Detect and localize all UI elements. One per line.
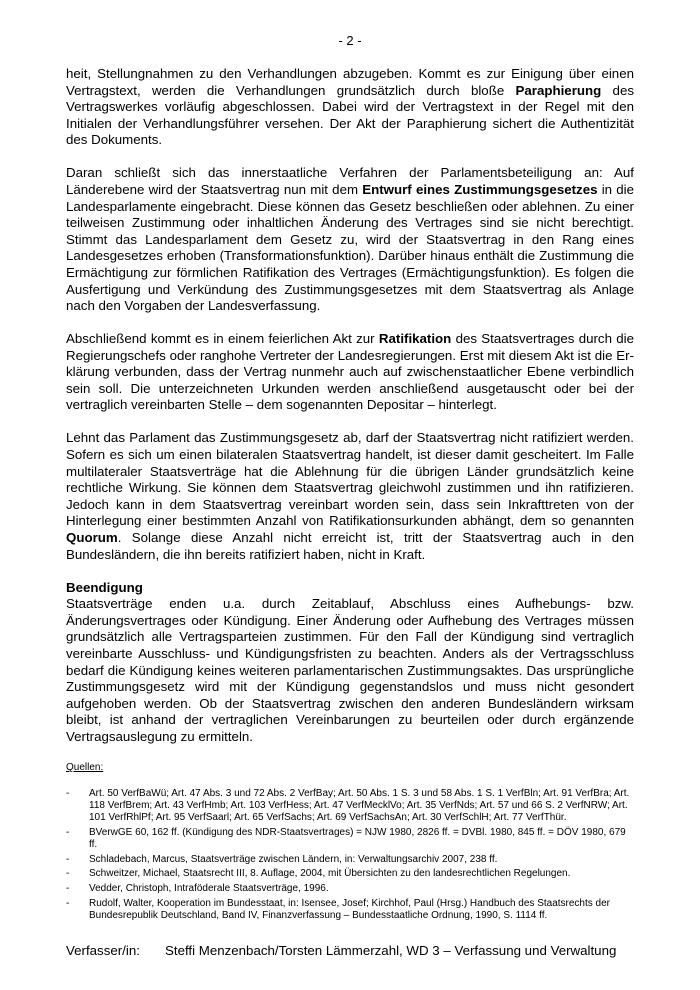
- document-body: [66, 66, 634, 924]
- section-paragraph: Staatsverträge enden u.a. durch Zeitablauf, Abschluss eines Aufhebungs- bzw. Änderungsvertrages oder Kündigung. Einer Änderung oder Aufhebung des Vertrages müssen grundsätzlich alle Vertragsparteien zustimmen. Für den Fall der Kündigung sind vertraglich vereinbarte Ausschluss- und Kündigungsfristen zu beachten. Anders als der Vertragsschluss bedarf die Kündigung keines weiteren parlamentarischen Zustimmungsaktes. Das ursprüngliche Zustimmungsgesetz wird mit der Kündigung gegenstandslos und muss nicht gesondert aufgehoben werden. Ob der Staatsvertrag zwischen den anderen Bundesländern wirksam bleibt, ist anhand der vertraglichen Vereinbarungen zu beurteilen oder durch ergänzende Vertragsauslegung zu ermitteln.: [66, 596, 634, 744]
- source-item: [66, 827, 634, 851]
- source-item: [66, 898, 634, 922]
- bold-term: Ratifikation: [378, 331, 452, 347]
- page-number: - 2 -: [338, 33, 362, 48]
- text-segment: . Solange diese Anzahl nicht erreicht ist, tritt der Staatsvertrag auch in den Bundesländern, die ihn bereits ratifiziert haben, nicht in Kraft.: [66, 530, 634, 562]
- body-paragraph: [66, 430, 634, 563]
- text-segment: Abschließend kommt es in einem feierlichen Akt zur: [66, 331, 379, 347]
- source-text: Schladebach, Marcus, Staatsverträge zwischen Ländern, in: Verwaltungsarchiv 2007, 238 ff.: [89, 853, 498, 865]
- section-heading: Beendigung: [66, 579, 143, 595]
- bullet-dash: -: [66, 787, 70, 799]
- bold-term: Quorum: [66, 530, 118, 546]
- body-paragraph: [66, 331, 634, 414]
- text-segment: des Vertragswerkes vorläufig abgeschlossen. Dabei wird der Vertragstext in der Regel mit den Initialen der Verhandlungsführer versehen. Der Akt der Paraphierung sichert die Authentizität des Dokuments.: [66, 82, 635, 148]
- source-item: [66, 883, 634, 895]
- source-item: [66, 868, 634, 880]
- bullet-dash: -: [66, 826, 70, 838]
- source-item: [66, 854, 634, 866]
- footer-label: Verfasser/in:: [66, 943, 140, 958]
- body-paragraph: [66, 66, 634, 149]
- source-text: Vedder, Christoph, Intraföderale Staatsverträge, 1996.: [89, 882, 329, 894]
- source-item: [66, 788, 634, 825]
- source-text: Schweitzer, Michael, Staatsrecht III, 8. Auflage, 2004, mit Übersichten zu den landesrechtlichen Regelungen.: [89, 868, 571, 880]
- source-text: BVerwGE 60, 162 ff. (Kündigung des NDR-Staatsvertrages) = NJW 1980, 2826 ff. = DVBl. 1980, 845 ff. = DÖV 1980, 679 ff.: [89, 826, 626, 851]
- bold-term: Paraphierung: [515, 82, 602, 98]
- source-text: Rudolf, Walter, Kooperation im Bundesstaat, in: Isensee, Josef; Kirchhof, Paul (Hrsg.) Handbuch des Staatsrechts der Bundesrepublik Deutschland, Band IV, Finanzverfassung – Bundesstaatliche Ordnung, 1990, S. 1114 ff.: [89, 897, 611, 921]
- footer: [66, 943, 616, 958]
- text-segment: Lehnt das Parlament das Zustimmungsgesetz ab, darf der Staatsvertrag nicht ratifiziert werden. Sofern es sich um einen bilateralen Staatsvertrag handelt, ist dieser damit gescheitert. Im Falle multilateraler Staatsverträge hat die Ablehnung für die übrigen Länder grundsätzlich keine rechtliche Wirkung. Sie können dem Staatsvertrag gleichwohl zustimmen und ihn ratifizieren. Jedoch kann in dem Staatsvertrag vereinbart worden sein, dass sein Inkrafttreten von der Hinterlegung einer bestimmten Anzahl von Ratifikationsurkunden abhängt, dem so genannten: [66, 430, 634, 529]
- text-segment: Daran schließt sich das innerstaatliche Verfahren der Parlamentsbeteiligung an: Auf Länderebene wird der Staatsvertrag nun mit dem: [66, 165, 634, 197]
- text-segment: des Staatsvertrages durch die Regierungschefs oder ranghohe Vertreter der Landesregierungen. Erst mit diesem Akt ist die Erklärung verbunden, dass der Vertrag nunmehr auch auf zwischenstaatlicher Ebene verbindlich sein soll. Die unterzeichneten Urkunden werden anschließend ausgetauscht oder bei der vertraglich vereinbarten Stelle – dem sogenannten Depositar – hinterlegt.: [66, 331, 634, 413]
- bullet-dash: -: [66, 853, 70, 865]
- sources-list: [66, 788, 634, 922]
- body-paragraph: [66, 165, 634, 314]
- body-paragraphs: [66, 66, 634, 563]
- bullet-dash: -: [66, 882, 70, 894]
- source-text: Art. 50 VerfBaWü; Art. 47 Abs. 3 und 72 Abs. 2 VerfBay; Art. 50 Abs. 1 S. 3 und 58 Abs. 1 S. 1 VerfBln; Art. 91 VerfBra; Art. 118 VerfBrem; Art. 43 VerfHmb; Art. 103 VerfHess; Art. 47 VerfMecklVo; Art. 35 VerfNds; Art. 57 und 66 S. 2 VerfNRW; Art. 101 VerfRhlPf; Art. 95 VerfSaarl; Art. 65 VerfSachs; Art. 69 VerfSachsAn; Art. 30 VerfSchlH; Art. 77 VerfThür.: [89, 787, 630, 824]
- bullet-dash: -: [66, 868, 70, 880]
- text-segment: heit, Stellungnahmen zu den Verhandlungen abzugeben. Kommt es zur Einigung über einen Vertragstext, werden die Verhandlungen grundsätzlich durch bloße: [66, 66, 634, 98]
- sources-title: Quellen:: [66, 761, 104, 773]
- text-segment: in die Landesparlamente eingebracht. Diese können das Gesetz beschließen oder ablehnen. Zu einer teilweisen Zustimmung oder inhaltlichen Änderung des Vertrages sind sie nicht berechtigt. Stimmt das Landesparlament dem Gesetz zu, wird der Staatsvertrag in den Rang eines Landesgesetzes erhoben (Transformationsfunktion). Darüber hinaus enthält die Zustimmung die Ermächtigung zur förmlichen Ratifikation des Vertrages (Ermächtigungsfunktion). Es folgen die Ausfertigung und Verkündung des Zustimmungsgesetzes mit dem Staatsvertrag als Anlage nach den Vorgaben der Landesverfassung.: [66, 181, 634, 314]
- footer-authors: Steffi Menzenbach/Torsten Lämmerzahl, WD 3 – Verfassung und Verwaltung: [165, 943, 617, 958]
- bullet-dash: -: [66, 897, 70, 909]
- bold-term: Entwurf eines Zustimmungsgesetzes: [362, 181, 598, 197]
